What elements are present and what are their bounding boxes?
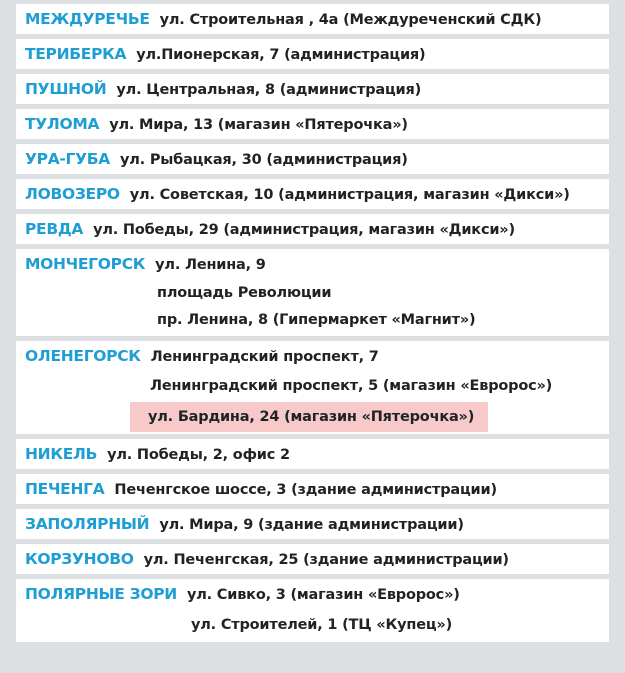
highlighted-address [148, 402, 488, 432]
address: площадь Революции [157, 285, 332, 301]
city-name: ТУЛОМА [25, 115, 100, 133]
city-name: ПЕЧЕНГА [25, 480, 105, 498]
city-name: ОЛЕНЕГОРСК [25, 347, 141, 365]
address: ул. Центральная, 8 (администрация) [116, 82, 422, 98]
address: ул. Советская, 10 (администрация, магазин «Дикси») [129, 187, 570, 203]
list-item [16, 579, 609, 642]
list-item [16, 144, 609, 174]
address: ул. Сивко, 3 (магазин «Евророс») [186, 587, 460, 603]
city-name: РЕВДА [25, 220, 84, 238]
address: ул. Ленина, 9 [155, 257, 266, 273]
city-name: ТЕРИБЕРКА [25, 45, 127, 63]
list-item [16, 4, 609, 34]
list-item [16, 39, 609, 69]
address: Ленинградский проспект, 5 (магазин «Евророс») [150, 378, 553, 394]
address: ул. Победы, 29 (администрация, магазин «Дикси») [93, 222, 515, 238]
address: ул. Печенгская, 25 (здание администрации) [143, 552, 509, 568]
list-item [16, 249, 609, 336]
address: ул. Рыбацкая, 30 (администрация) [119, 152, 408, 168]
city-name: УРА-ГУБА [25, 150, 110, 168]
city-name: ПУШНОЙ [25, 80, 107, 98]
city-name: МОНЧЕГОРСК [25, 255, 146, 273]
city-name: ЗАПОЛЯРНЫЙ [25, 515, 150, 533]
address: пр. Ленина, 8 (Гипермаркет «Магнит») [157, 312, 476, 328]
list-item [16, 74, 609, 104]
address: ул.Пионерская, 7 (администрация) [136, 47, 426, 63]
city-name: ПОЛЯРНЫЕ ЗОРИ [25, 585, 177, 603]
address: Ленинградский проспект, 7 [150, 349, 379, 365]
list-item [16, 179, 609, 209]
list-item [16, 439, 609, 469]
list-item [16, 214, 609, 244]
city-name: ЛОВОЗЕРО [25, 185, 120, 203]
address-list [16, 4, 609, 647]
address: ул. Строительная , 4а (Междуреченский СДК) [159, 12, 542, 28]
list-item [16, 109, 609, 139]
address: ул. Мира, 13 (магазин «Пятерочка») [109, 117, 408, 133]
highlight-badge: ул. Бардина, 24 (магазин «Пятерочка») [130, 402, 488, 432]
list-item [16, 341, 609, 434]
address: Печенгское шоссе, 3 (здание администрации) [114, 482, 497, 498]
list-item [16, 509, 609, 539]
city-name: КОРЗУНОВО [25, 550, 134, 568]
city-name: НИКЕЛЬ [25, 445, 98, 463]
address: ул. Победы, 2, офис 2 [107, 447, 290, 463]
city-name: МЕЖДУРЕЧЬЕ [25, 10, 150, 28]
address: ул. Мира, 9 (здание администрации) [159, 517, 464, 533]
list-item [16, 474, 609, 504]
address: ул. Строителей, 1 (ТЦ «Купец») [191, 617, 453, 633]
list-item [16, 544, 609, 574]
